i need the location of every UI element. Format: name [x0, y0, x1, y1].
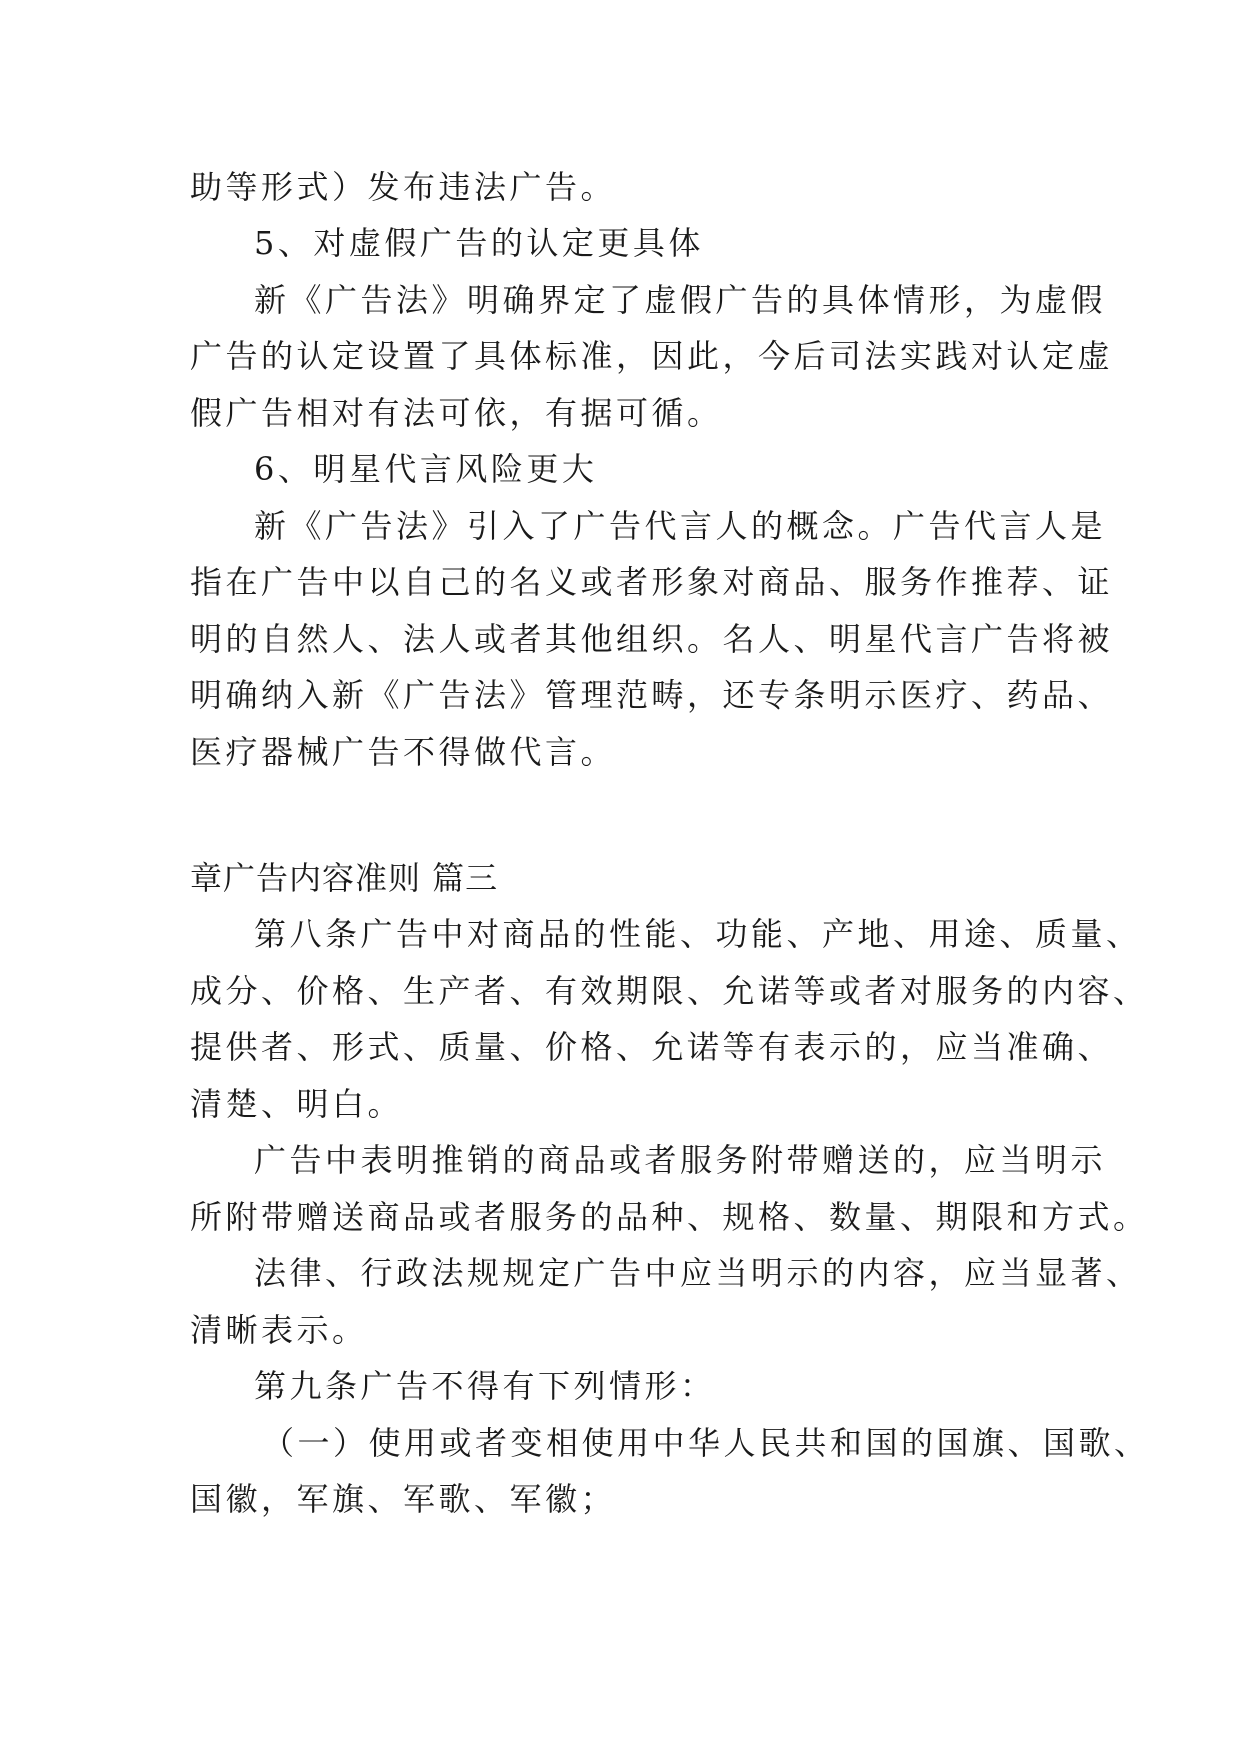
list-item: （一）使用或者变相使用中华人民共和国的国旗、国歌、 — [262, 1424, 1150, 1462]
paragraph-line: 新《广告法》引入了广告代言人的概念。广告代言人是 — [254, 507, 1107, 545]
paragraph-line: 假广告相对有法可依，有据可循。 — [190, 394, 723, 432]
paragraph-line: 明确纳入新《广告法》管理范畴，还专条明示医疗、药品、 — [190, 676, 1114, 714]
paragraph-line: 清楚、明白。 — [190, 1085, 404, 1123]
paragraph-line: 广告的认定设置了具体标准，因此，今后司法实践对认定虚 — [190, 337, 1114, 375]
paragraph-line: 清晰表示。 — [190, 1311, 368, 1349]
paragraph-line: 广告中表明推销的商品或者服务附带赠送的，应当明示 — [254, 1141, 1107, 1179]
paragraph-line: 第九条广告不得有下列情形： — [254, 1367, 716, 1405]
paragraph-line: 指在广告中以自己的名义或者形象对商品、服务作推荐、证 — [190, 563, 1114, 601]
section-heading: 6、明星代言风险更大 — [254, 450, 598, 488]
paragraph-line: 明的自然人、法人或者其他组织。名人、明星代言广告将被 — [190, 620, 1114, 658]
paragraph-line: 提供者、形式、质量、价格、允诺等有表示的，应当准确、 — [190, 1028, 1114, 1066]
paragraph-line: 医疗器械广告不得做代言。 — [190, 733, 617, 771]
paragraph-line: 新《广告法》明确界定了虚假广告的具体情形，为虚假 — [254, 281, 1107, 319]
chapter-title: 章广告内容准则 篇三 — [190, 859, 499, 897]
paragraph-line: 所附带赠送商品或者服务的品种、规格、数量、期限和方式。 — [190, 1198, 1149, 1236]
paragraph-line: 第八条广告中对商品的性能、功能、产地、用途、质量、 — [254, 915, 1142, 953]
paragraph-line: 成分、价格、生产者、有效期限、允诺等或者对服务的内容、 — [190, 972, 1149, 1010]
paragraph-line: 国徽，军旗、军歌、军徽； — [190, 1480, 617, 1518]
paragraph-line: 法律、行政法规规定广告中应当明示的内容，应当显著、 — [254, 1254, 1142, 1292]
section-heading: 5、对虚假广告的认定更具体 — [254, 224, 704, 262]
paragraph-line: 助等形式）发布违法广告。 — [190, 168, 617, 206]
